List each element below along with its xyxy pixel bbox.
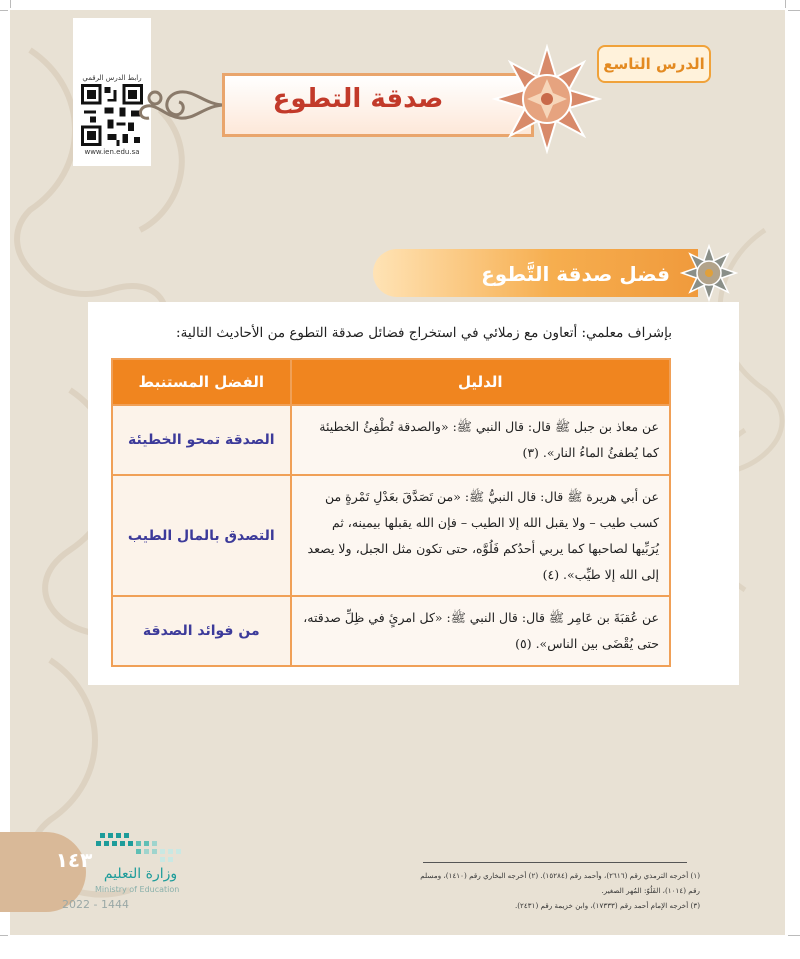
page-number: ١٤٣ bbox=[55, 848, 93, 872]
decorative-star-icon bbox=[680, 244, 738, 302]
crop-mark bbox=[0, 935, 8, 936]
benefit-cell[interactable]: التصدق بالمال الطيب bbox=[112, 475, 291, 596]
table-row bbox=[112, 475, 670, 596]
evidence-cell: عن عُقبَةَ بن عَامِر ﷺ قال: قال النبي ﷺ: «كل امرئٍ في ظِلِّ صدقته، حتى يُقْضَى بين الناس». (٥) bbox=[291, 596, 670, 666]
activity-instruction: بإشراف معلمي: أتعاون مع زملائي في استخراج فضائل صدقة التطوع من الأحاديث التالية: bbox=[176, 325, 672, 341]
footnote-line: (١) أخرجه الترمذي رقم (٢٦١٦)، وأحمد رقم (١٥٢٨٤). (٢) أخرجه البخاري رقم (١٤١٠)، ومسلم رقم (١٠١٤)، الفَلُوّ: المُهر الصغير. bbox=[420, 871, 700, 895]
qr-url[interactable]: www.ien.edu.sa bbox=[84, 148, 140, 156]
table-header-row bbox=[112, 359, 670, 405]
benefit-header: الفضل المستنبط bbox=[112, 359, 291, 405]
lesson-title-banner bbox=[222, 73, 534, 137]
hadith-table bbox=[111, 358, 671, 667]
table-row bbox=[112, 596, 670, 666]
crop-mark bbox=[0, 10, 8, 11]
qr-label: رابط الدرس الرقمي bbox=[82, 74, 142, 82]
crop-mark bbox=[788, 10, 800, 11]
footnote-divider bbox=[423, 862, 687, 863]
ministry-name-ar: وزارة التعليم bbox=[103, 866, 178, 882]
ministry-logo-icon bbox=[96, 829, 188, 865]
qr-code-icon[interactable] bbox=[81, 84, 143, 146]
lesson-badge: الدرس التاسع bbox=[597, 45, 711, 83]
crop-mark bbox=[785, 0, 786, 8]
evidence-header: الدليل bbox=[291, 359, 670, 405]
evidence-cell: عن معاذ بن جبل ﷺ قال: قال النبي ﷺ: «والصدقة تُطْفِئُ الخطيئة كما يُطفئُ الماءُ النار». (٣) bbox=[291, 405, 670, 475]
table-row bbox=[112, 405, 670, 475]
footnote-line: (٣) أخرجه الإمام أحمد رقم (١٧٣٣٣)، وابن خزيمة رقم (٢٤٣١). bbox=[514, 901, 700, 910]
benefit-cell[interactable]: من فوائد الصدقة bbox=[112, 596, 291, 666]
footnotes bbox=[418, 868, 700, 913]
crop-mark bbox=[788, 935, 800, 936]
benefit-cell[interactable]: الصدقة تمحو الخطيئة bbox=[112, 405, 291, 475]
ministry-name-en: Ministry of Education bbox=[95, 885, 180, 894]
scroll-ornament-icon bbox=[135, 80, 227, 130]
lesson-title: صدقة التطوع bbox=[272, 84, 444, 114]
evidence-cell: عن أبي هريرة ﷺ قال: قال النبيُّ ﷺ: «من تَصَدَّقَ بعَدْلِ تَمْرةٍ من كسب طيب – ولا يقبل الله إلا الطيب – فإن الله يقبلها بيمينه، ثم يُرَبِّيها لصاحبها كما يربي أحدُكم فَلُوَّه، حتى تكون مثل الجبل، ولا يصعد إلى الله إلا طيِّب». (٤) bbox=[291, 475, 670, 596]
crop-mark bbox=[10, 0, 11, 8]
decorative-star-icon bbox=[492, 44, 602, 154]
section-title: فضل صدقة التَّطوع bbox=[481, 262, 670, 286]
edition-year: 2022 - 1444 bbox=[62, 898, 129, 911]
